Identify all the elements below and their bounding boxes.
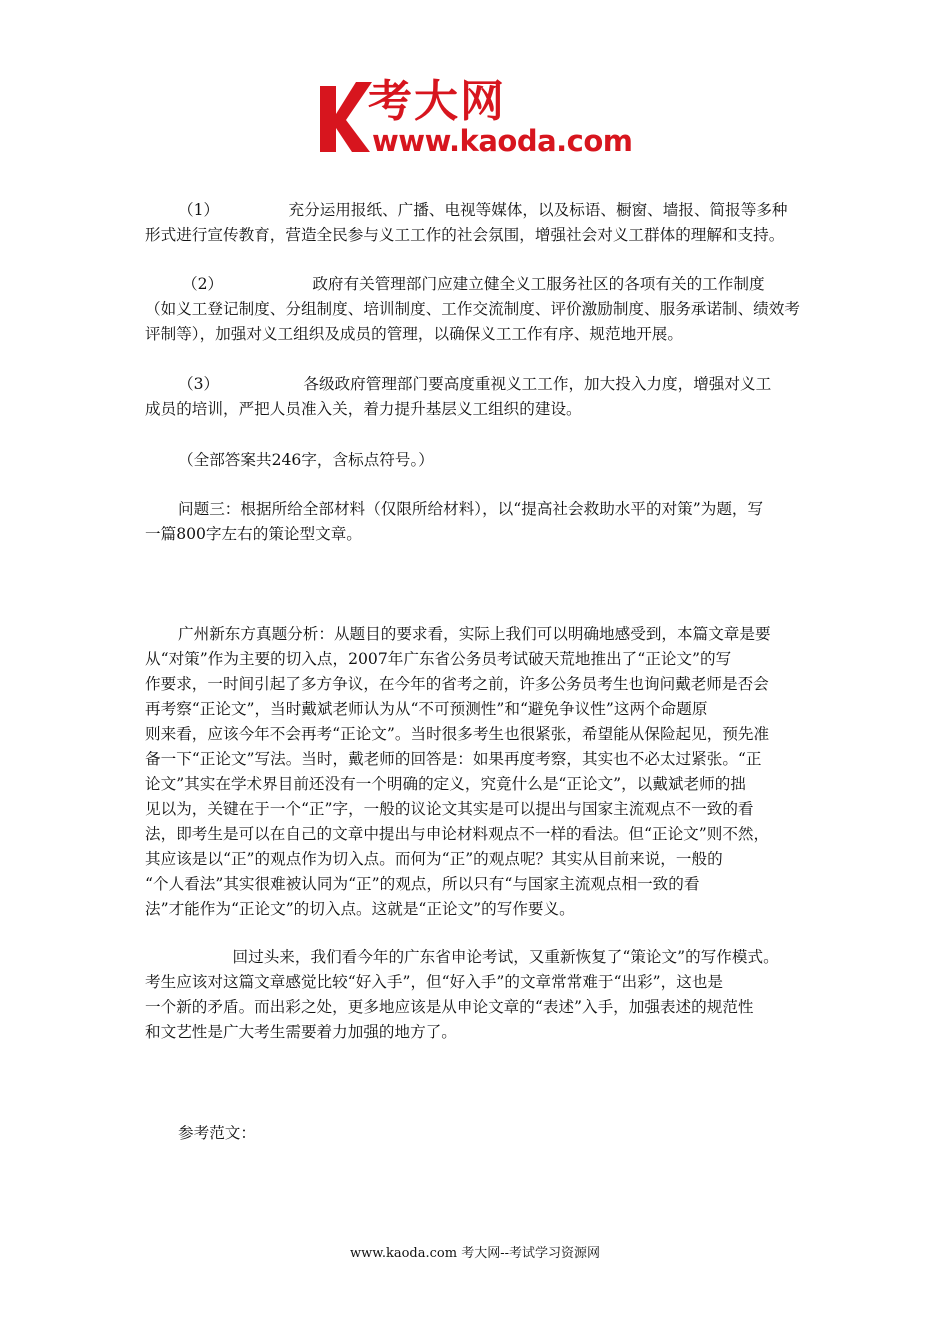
text-line: 成员的培训，严把人员准入关，着力提升基层义工组织的建设。	[145, 400, 582, 418]
text-line: 考生应该对这篇文章感觉比较“好入手”，但“好入手”的文章常常难于“出彩”，这也是	[145, 973, 724, 991]
answer-word-count	[145, 448, 825, 473]
text-line: 备一下“正论文”写法。当时，戴老师的回答是：如果再度考察，其实也不必太过紧张。“正	[145, 750, 762, 768]
answer-paragraph-3	[145, 372, 825, 422]
text-line: （如义工登记制度、分组制度、培训制度、工作交流制度、评价激励制度、服务承诺制、绩效考	[145, 300, 800, 318]
text-line: 再考察“正论文”，当时戴斌老师认为从“不可预测性”和“避免争议性”这两个命题原	[145, 700, 708, 718]
text-line: 一篇800字左右的策论型文章。	[145, 525, 362, 543]
text-line: “个人看法”其实很难被认同为“正”的观点，所以只有“与国家主流观点相一致的看	[145, 875, 700, 893]
analysis-paragraph	[145, 622, 825, 922]
text-line: 则来看，应该今年不会再考“正论文”。当时很多考生也很紧张，希望能从保险起见，预先准	[145, 725, 770, 743]
text-line: （全部答案共246字，含标点符号。）	[178, 451, 434, 469]
text-line: 一个新的矛盾。而出彩之处，更多地应该是从申论文章的“表述”入手，加强表述的规范性	[145, 998, 754, 1016]
kaoda-k-logo-icon	[316, 76, 372, 156]
text-line: 见以为，关键在于一个“正”字，一般的议论文其实是可以提出与国家主流观点不一致的看	[145, 800, 754, 818]
text-line: （2） 政府有关管理部门应建立健全义工服务社区的各项有关的工作制度	[182, 275, 765, 293]
text-line: （1） 充分运用报纸、广播、电视等媒体，以及标语、橱窗、墙报、简报等多种	[178, 201, 788, 219]
text-line: 其应该是以“正”的观点作为切入点。而何为“正”的观点呢？其实从目前来说，一般的	[145, 850, 723, 868]
sample-essay-heading	[145, 1121, 825, 1146]
text-line: 参考范文：	[178, 1124, 256, 1142]
page-footer: www.kaoda.com 考大网--考试学习资源网	[350, 1246, 600, 1261]
text-line: 评制等），加强对义工组织及成员的管理，以确保义工工作有序、规范地开展。	[145, 325, 683, 343]
text-line: 形式进行宣传教育，营造全民参与义工工作的社会氛围，增强社会对义工群体的理解和支持。	[145, 226, 785, 244]
text-line: 论文”其实在学术界目前还没有一个明确的定义，究竟什么是“正论文”，以戴斌老师的拙	[145, 775, 746, 793]
text-line: 问题三：根据所给全部材料（仅限所给材料），以“提高社会救助水平的对策”为题，写	[178, 500, 764, 518]
answer-paragraph-2	[145, 272, 825, 347]
text-line: 回过头来，我们看今年的广东省申论考试，又重新恢复了“策论文”的写作模式。	[178, 948, 779, 966]
text-line: 作要求，一时间引起了多方争议，在今年的省考之前，许多公务员考生也询问戴老师是否会	[145, 675, 769, 693]
text-line: 法，即考生是可以在自己的文章中提出与申论材料观点不一样的看法。但“正论文”则不然，	[145, 825, 770, 843]
logo-url-text: www.kaoda.com	[372, 124, 633, 158]
review-paragraph	[145, 945, 825, 1045]
text-line: 从“对策”作为主要的切入点，2007年广东省公务员考试破天荒地推出了“正论文”的写	[145, 650, 732, 668]
text-line: 法”才能作为“正论文”的切入点。这就是“正论文”的写作要义。	[145, 900, 575, 918]
question-three	[145, 497, 825, 547]
answer-paragraph-1	[145, 198, 825, 248]
text-line: （3） 各级政府管理部门要高度重视义工工作，加大投入力度，增强对义工	[178, 375, 772, 393]
text-line: 广州新东方真题分析：从题目的要求看，实际上我们可以明确地感受到，本篇文章是要	[178, 625, 771, 643]
text-line: 和文艺性是广大考生需要着力加强的地方了。	[145, 1023, 457, 1041]
kaoda-logo	[316, 76, 646, 160]
logo-chinese-text: 考大网	[368, 76, 506, 127]
